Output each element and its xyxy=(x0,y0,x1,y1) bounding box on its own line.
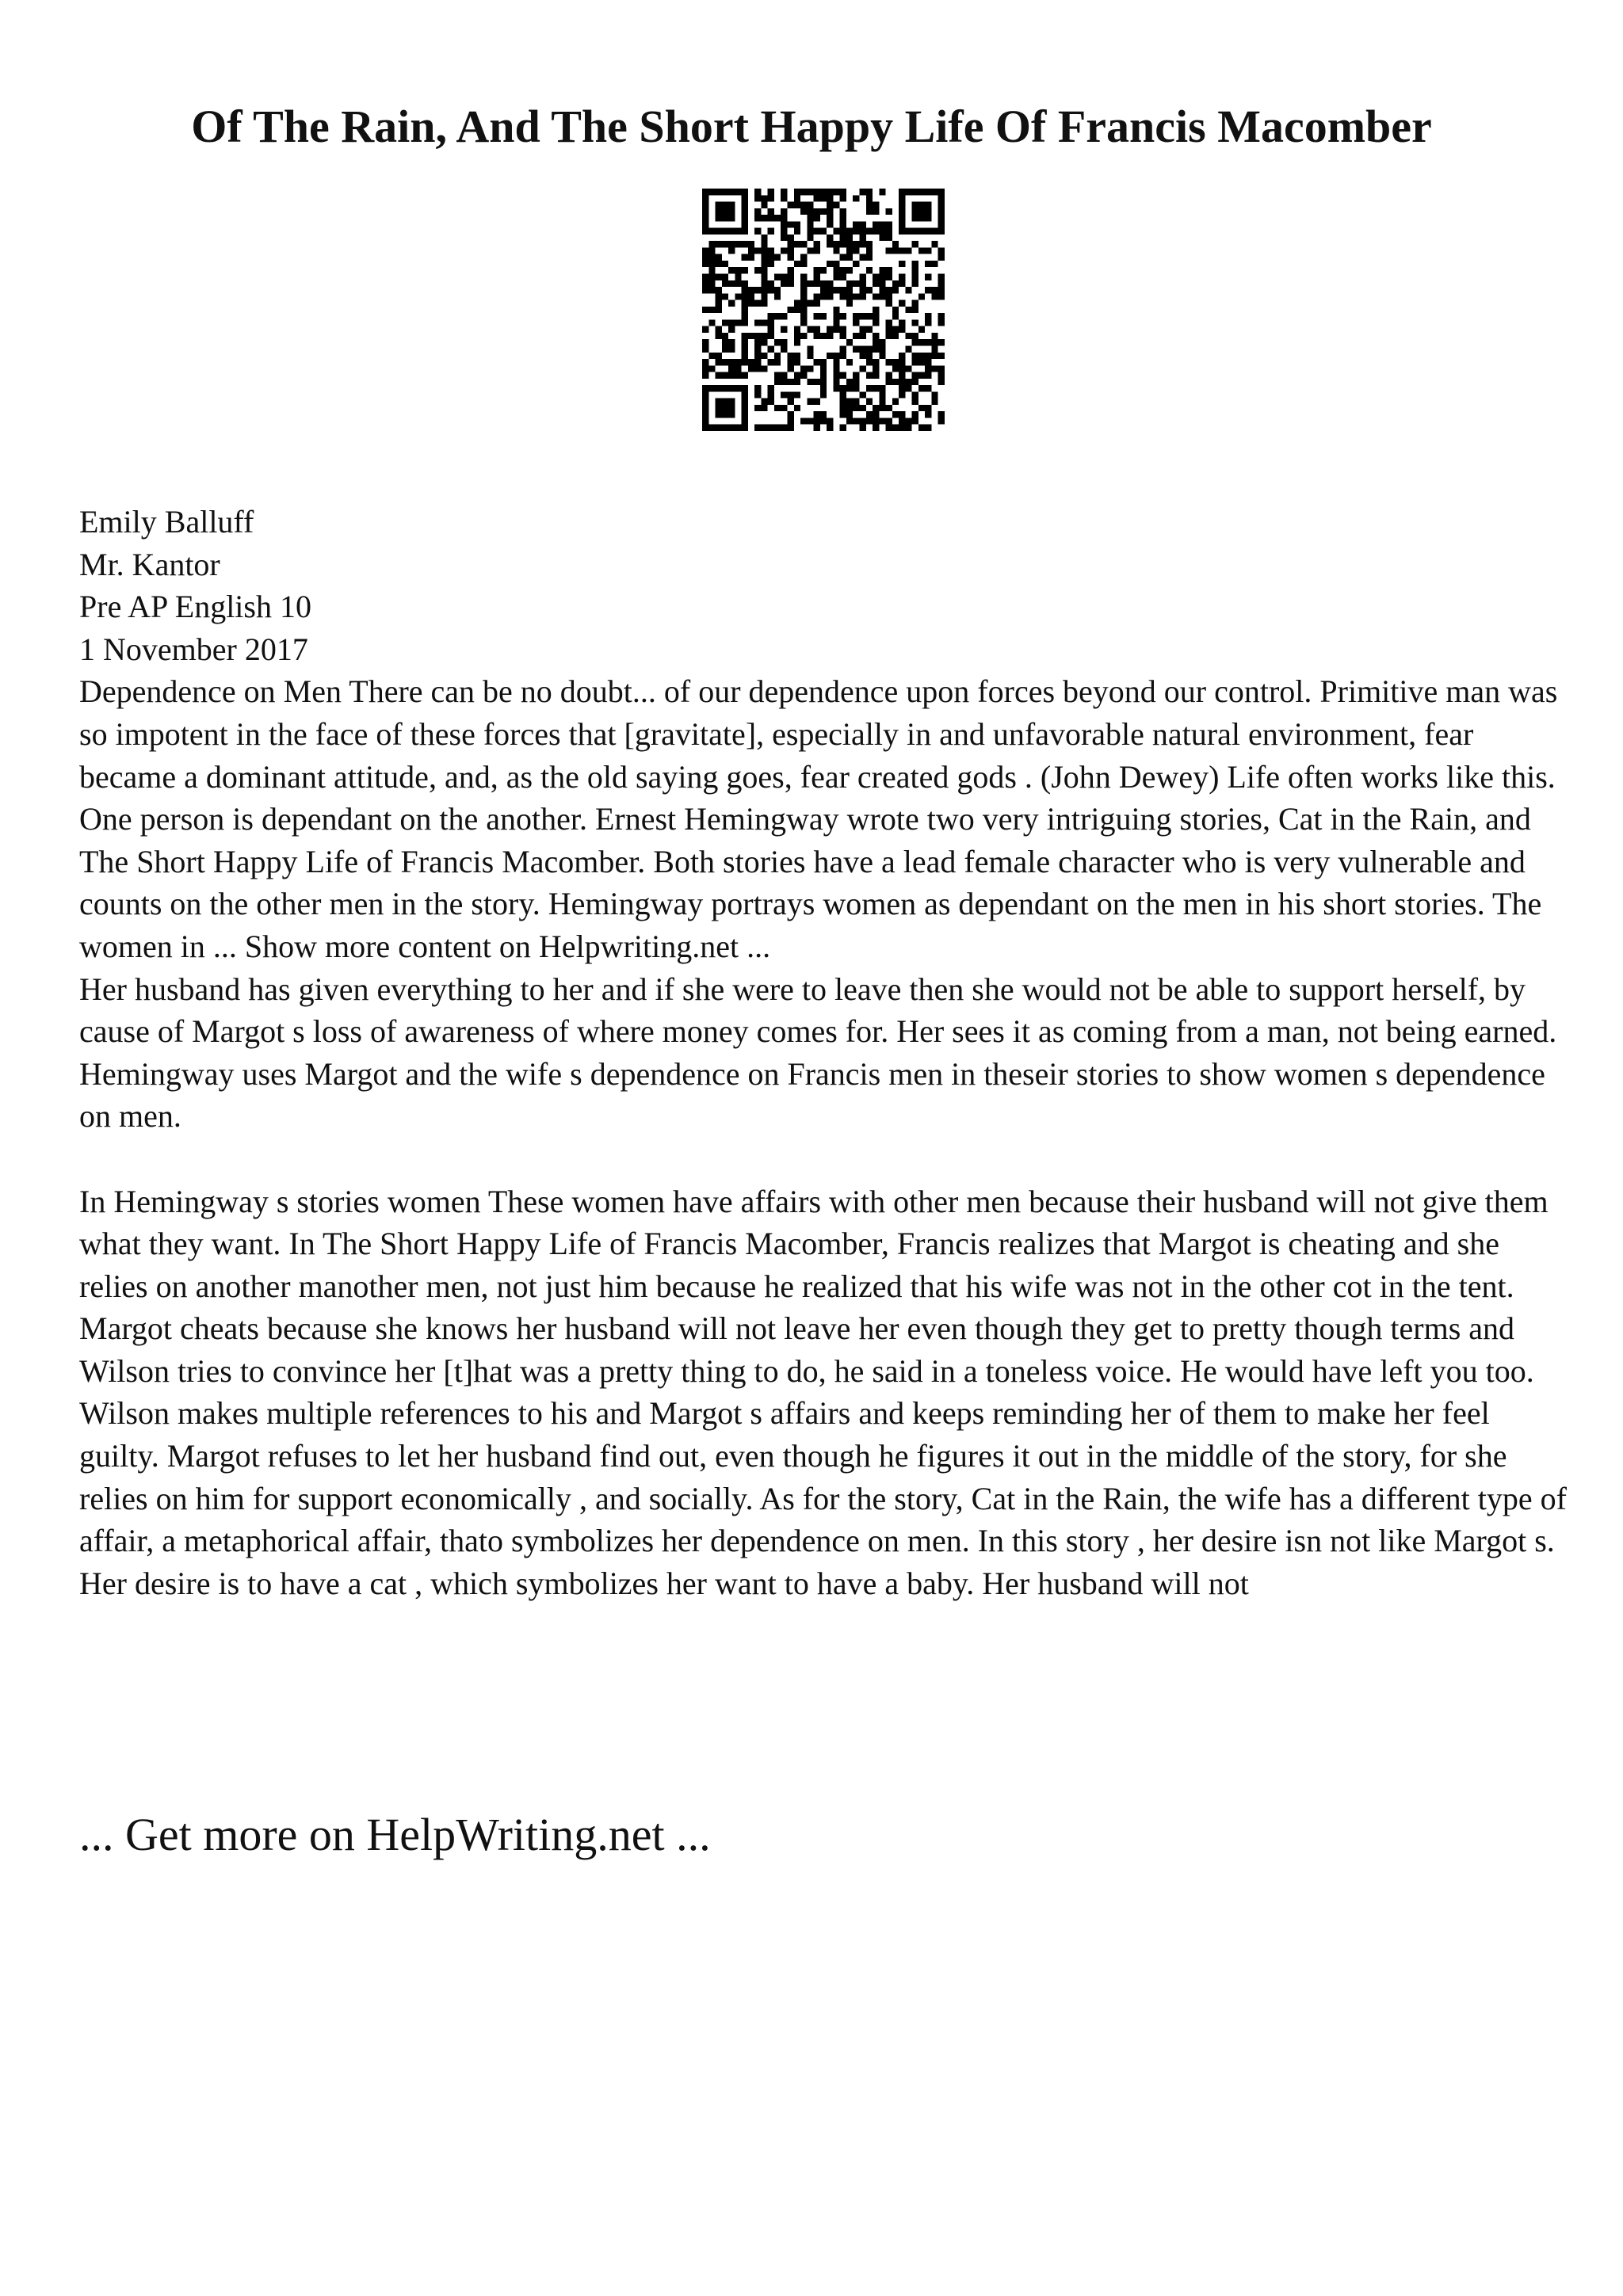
teacher-name: Mr. Kantor xyxy=(79,546,220,582)
author-name: Emily Balluff xyxy=(79,504,254,540)
course-name: Pre AP English 10 xyxy=(79,589,311,625)
essay-date: 1 November 2017 xyxy=(79,631,308,667)
get-more-link[interactable]: ... Get more on HelpWriting.net ... xyxy=(79,1809,711,1860)
paragraph-intro: Dependence on Men There can be no doubt... of our dependence upon forces beyond our control. Primitive man was so impotent in the face of these forces that [gravitate], especially in and unfavorable natural environment, fear became a dominant attitude, and, as the old saying goes, fear created gods . (John Dewey) Life often works like this. One person is dependant on the another. Ernest Hemingway wrote two very intriguing stories, Cat in the Rain, and The Short Happy Life of Francis Macomber. Both stories have a lead female character who is very vulnerable and counts on the other men in the story. Hemingway portrays women as dependant on the men in his short stories. The women in ... Show more content on Helpwriting.net ... xyxy=(79,673,1558,964)
essay-body xyxy=(79,501,1569,1604)
document-title: Of The Rain, And The Short Happy Life Of Francis Macomber xyxy=(191,101,1432,152)
qr-code-icon xyxy=(702,189,945,431)
paragraph-husband: Her husband has given everything to her and if she were to leave then she would not be able to support herself, by cause of Margot s loss of awareness of where money comes for. Her sees it as coming from a man, not being earned. Hemingway uses Margot and the wife s dependence on Francis men in theseir stories to show women s dependence on men. xyxy=(79,971,1557,1135)
paragraph-affairs: In Hemingway s stories women These women have affairs with other men because their husband will not give them what they want. In The Short Happy Life of Francis Macomber, Francis realizes that Margot is cheating and she relies on another manother men, not just him because he realized that his wife was not in the other cot in the tent. Margot cheats because she knows her husband will not leave her even though they get to pretty though terms and Wilson tries to convince her [t]hat was a pretty thing to do, he said in a toneless voice. He would have left you too. Wilson makes multiple references to his and Margot s affairs and keeps reminding her of them to make her feel guilty. Margot refuses to let her husband find out, even though he figures it out in the middle of the story, for she relies on him for support economically , and socially. As for the story, Cat in the Rain, the wife has a different type of affair, a metaphorical affair, thato symbolizes her dependence on men. In this story , her desire isn not like Margot s. Her desire is to have a cat , which symbolizes her want to have a baby. Her husband will not xyxy=(79,1183,1567,1601)
